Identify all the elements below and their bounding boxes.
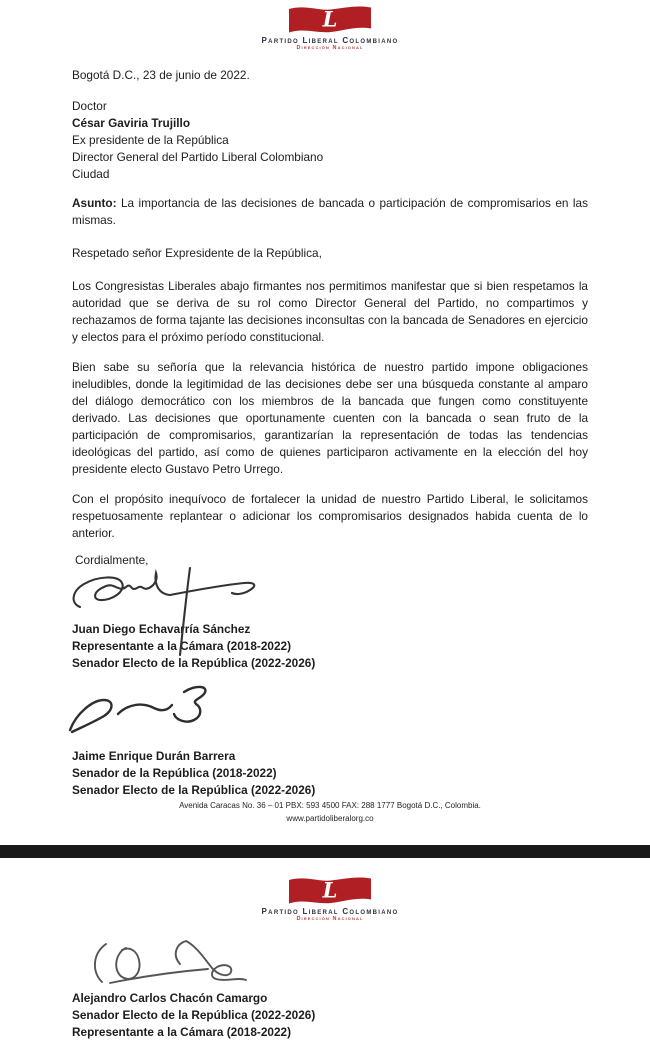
signature-duran	[66, 680, 588, 734]
page-break-bar	[0, 845, 650, 858]
logo-letter: L	[322, 6, 338, 32]
party-letterhead	[72, 875, 588, 922]
signatory-role: Senador Electo de la República (2022-2026)	[72, 783, 316, 797]
recipient-title-2: Director General del Partido Liberal Colombiano	[72, 150, 324, 164]
recipient-title-1: Ex presidente de la República	[72, 133, 229, 147]
footer-address: Avenida Caracas No. 36 – 01 PBX: 593 4500 FAX: 288 1777 Bogotá D.C., Colombia.	[179, 801, 481, 810]
subject-line	[72, 195, 588, 229]
subject-label: Asunto:	[72, 196, 117, 210]
party-name: Partido Liberal Colombiano	[261, 36, 399, 45]
signatory-name: Alejandro Carlos Chacón Camargo	[72, 991, 268, 1005]
signatory-role: Senador Electo de la República (2022-2026)	[72, 656, 316, 670]
greeting-line: Respetado señor Expresidente de la República,	[72, 246, 322, 260]
signatory-block	[72, 748, 588, 799]
signatory-role: Senador de la República (2018-2022)	[72, 766, 277, 780]
signatory-block	[72, 990, 588, 1041]
signatory-block	[72, 621, 588, 672]
signatory-role: Representante a la Cámara (2018-2022)	[72, 1025, 292, 1039]
closing-line: Cordialmente,	[75, 553, 149, 567]
party-flag-logo-icon	[287, 875, 373, 905]
recipient-city: Ciudad	[72, 167, 110, 181]
recipient-name: César Gaviria Trujillo	[72, 116, 191, 130]
signatory-name: Jaime Enrique Durán Barrera	[72, 749, 236, 763]
signatory-name: Juan Diego Echavarría Sánchez	[72, 622, 251, 636]
subject-text: La importancia de las decisiones de bancada o participación de compromisarios en las mismas.	[72, 196, 588, 227]
signatory-role: Representante a la Cámara (2018-2022)	[72, 639, 292, 653]
logo-letter: L	[322, 877, 338, 903]
recipient-salutation: Doctor	[72, 99, 107, 113]
footer-website: www.partidoliberalorg.co	[286, 814, 374, 823]
letter-page-2	[0, 858, 650, 1064]
signatory-role: Senador Electo de la República (2022-2026)	[72, 1008, 316, 1022]
letterhead-footer	[72, 799, 588, 839]
body-paragraph: Bien sabe su señoría que la relevancia histórica de nuestro partido impone obligaciones ineludibles, donde la legitimidad de las decisiones debe ser una búsqueda constante al amparo del diálogo democrático con los miembros de la bancada que fungen como constituyente derivado. Las decisiones que oportunamente cuenten con la bancada o sean fruto de la participación de compromisarios, garantizarían la representación de todas las tendencias ideológicas del partido, así como de quienes participaron activamente en la elección del hoy presidente electo Gustavo Petro Urrego.	[72, 360, 588, 476]
party-name: Partido Liberal Colombiano	[261, 907, 399, 916]
recipient-block	[72, 98, 588, 183]
signature-chacon	[84, 938, 588, 988]
body-paragraph: Los Congresistas Liberales abajo firmantes nos permitimos manifestar que si bien respetamos la autoridad que se deriva de su rol como Director General del Partido, no compartimos y rechazamos de forma tajante las decisiones inconsultas con la bancada de Senadores en ejercicio y electos para el próximo período constitucional.	[72, 279, 588, 344]
letter-date: Bogotá D.C., 23 de junio de 2022.	[72, 68, 250, 82]
party-subtitle: Dirección Nacional	[296, 45, 364, 51]
signature-echavarria	[66, 567, 588, 617]
body-paragraph: Con el propósito inequívoco de fortalecer la unidad de nuestro Partido Liberal, le solicitamos respetuosamente replantear o adicionar los compromisarios designados habida cuenta de lo anterior.	[72, 492, 588, 540]
party-subtitle: Dirección Nacional	[296, 916, 364, 922]
party-flag-logo-icon	[287, 4, 373, 34]
party-letterhead	[72, 4, 588, 51]
